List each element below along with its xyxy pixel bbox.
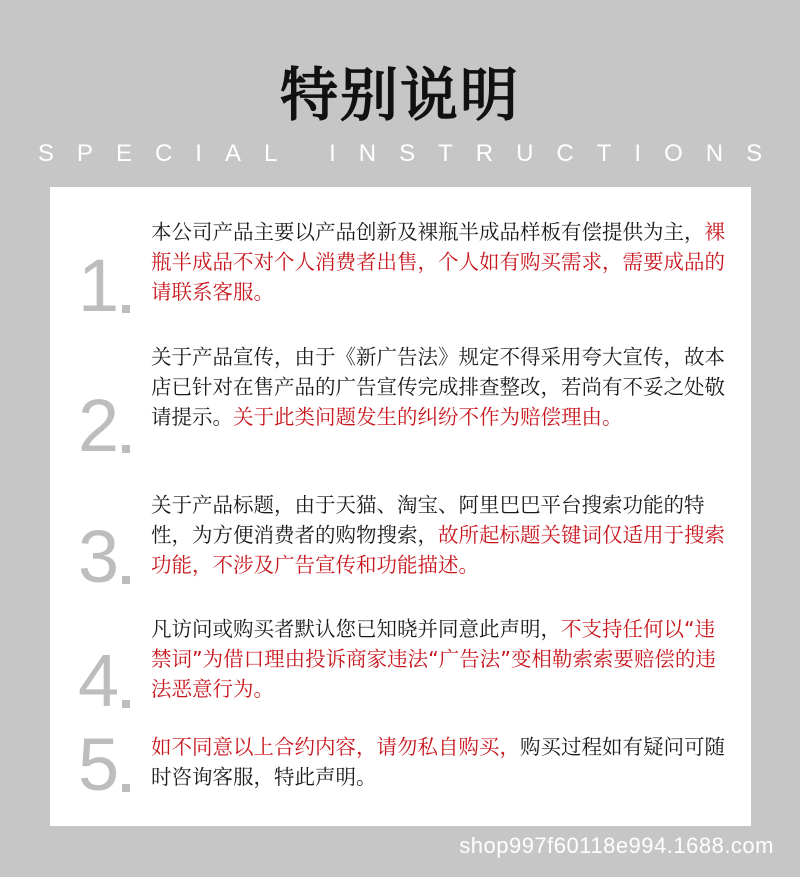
instructions-card	[50, 187, 751, 826]
item-text-red: 如不同意以上合约内容，请勿私自购买，	[151, 735, 520, 759]
page-subtitle: SPECIAL INSTRUCTIONS	[37, 140, 786, 167]
number-dot	[122, 784, 130, 792]
number-dot	[122, 576, 130, 584]
page-title: 特别说明	[279, 61, 520, 129]
item-text	[151, 732, 731, 792]
item-number: 5	[78, 723, 120, 806]
item-text-normal: 关于产品宣传，由于《新广告法》规定不得采用夸大宣传，故本店已针对在售产品的广告宣传完成排查整改，若尚有不妥之处敬请提示。	[151, 345, 725, 429]
item-text	[151, 614, 731, 704]
item-text-normal: 本公司产品主要以产品创新及裸瓶半成品样板有偿提供为主，	[151, 220, 705, 244]
item-number: 1	[78, 244, 120, 327]
number-dot	[122, 305, 130, 313]
item-text-normal: 关于产品标题，由于天猫、淘宝、阿里巴巴平台搜索功能的特性，为方便消费者的购物搜索，	[151, 493, 705, 547]
item-text-red: 故所起标题关键词仅适用于搜索功能，不涉及广告宣传和功能描述。	[151, 523, 725, 577]
item-text	[151, 342, 731, 432]
number-dot	[122, 700, 130, 708]
number-dot	[122, 445, 130, 453]
item-text-red: 关于此类问题发生的纠纷不作为赔偿理由。	[233, 405, 623, 429]
item-text-red: 裸瓶半成品不对个人消费者出售，个人如有购买需求，需要成品的请联系客服。	[151, 220, 725, 304]
item-number: 3	[78, 515, 120, 598]
item-text-normal: 凡访问或购买者默认您已知晓并同意此声明，	[151, 617, 561, 641]
item-text-tail: 购买过程如有疑问可随时咨询客服，特此声明。	[151, 735, 725, 789]
item-text	[151, 217, 731, 307]
shop-watermark: shop997f60118e994.1688.com	[459, 833, 774, 858]
item-text-red: 不支持任何以“违禁词”为借口理由投诉商家违法“广告法”变相勒索索要赔偿的违法恶意行为。	[151, 617, 716, 701]
item-number: 4	[78, 639, 120, 722]
item-number: 2	[78, 384, 120, 467]
item-text	[151, 490, 731, 580]
